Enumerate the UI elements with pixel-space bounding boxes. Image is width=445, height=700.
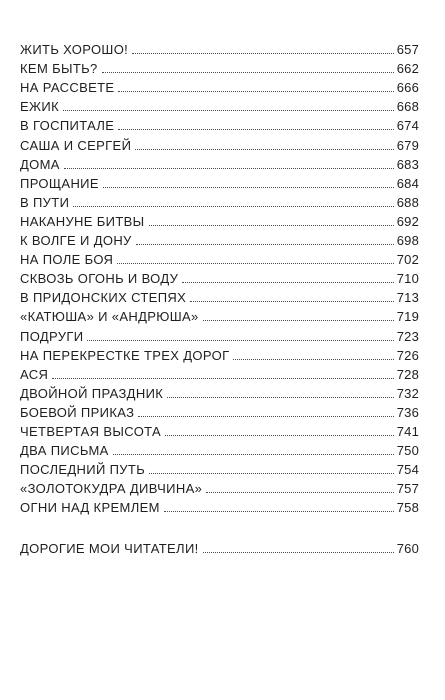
toc-entry xyxy=(20,323,419,342)
toc-entry-page: 683 xyxy=(396,156,419,172)
toc-entry-title: АСЯ xyxy=(20,366,49,382)
toc-entry xyxy=(20,266,419,285)
dot-leader xyxy=(149,473,394,474)
toc-entry-page: 732 xyxy=(396,385,419,401)
toc-entry-title: В ПУТИ xyxy=(20,194,70,210)
dot-leader xyxy=(87,340,393,341)
dot-leader xyxy=(113,454,394,455)
toc-entry xyxy=(20,381,419,400)
toc-entry-page: 698 xyxy=(396,233,419,249)
toc-entry-page: 754 xyxy=(396,462,419,478)
dot-leader xyxy=(103,187,394,188)
toc-entry-title: ЖИТЬ ХОРОШО! xyxy=(20,42,129,58)
dot-leader xyxy=(165,435,394,436)
toc-entry-title: К ВОЛГЕ И ДОНУ xyxy=(20,233,132,249)
dot-leader xyxy=(52,378,393,379)
toc-entry xyxy=(20,343,419,362)
toc-entry xyxy=(20,438,419,457)
toc-entry-page: 758 xyxy=(396,500,419,516)
toc-epilogue-entry xyxy=(20,536,419,555)
toc-entry xyxy=(20,362,419,381)
toc-entry-title: НА ПЕРЕКРЕСТКЕ ТРЕХ ДОРОГ xyxy=(20,347,230,363)
toc-entry-title: ДОРОГИЕ МОИ ЧИТАТЕЛИ! xyxy=(20,541,199,557)
toc-entry-page: 702 xyxy=(396,252,419,268)
toc-entry xyxy=(20,400,419,419)
toc-entry xyxy=(20,457,419,476)
toc-entry xyxy=(20,228,419,247)
toc-entry xyxy=(20,419,419,438)
toc-entry xyxy=(20,190,419,209)
dot-leader xyxy=(132,53,394,54)
toc-entry-page: 741 xyxy=(396,423,419,439)
dot-leader xyxy=(102,72,394,73)
dot-leader xyxy=(164,511,394,512)
toc-entry-page: 710 xyxy=(396,271,419,287)
toc-entry-page: 692 xyxy=(396,213,419,229)
toc-entry xyxy=(20,152,419,171)
toc-entry-page: 726 xyxy=(396,347,419,363)
toc-entry-page: 662 xyxy=(396,61,419,77)
toc-entry-page: 713 xyxy=(396,290,419,306)
toc-entry-title: ЧЕТВЕРТАЯ ВЫСОТА xyxy=(20,423,162,439)
toc-entry xyxy=(20,171,419,190)
toc-entry-title: НА РАССВЕТЕ xyxy=(20,80,115,96)
dot-leader xyxy=(63,110,394,111)
dot-leader xyxy=(118,91,393,92)
toc-entry xyxy=(20,209,419,228)
toc-entry-page: 684 xyxy=(396,175,419,191)
dot-leader xyxy=(167,397,394,398)
toc-entry-page: 757 xyxy=(396,481,419,497)
toc-entry-page: 679 xyxy=(396,137,419,153)
toc-entry-title: ЕЖИК xyxy=(20,99,59,115)
toc-entry-page: 674 xyxy=(396,118,419,134)
toc-entry-page: 688 xyxy=(396,194,419,210)
toc-entry-page: 657 xyxy=(396,42,419,58)
toc-entry xyxy=(20,476,419,495)
toc-entry-page: 668 xyxy=(396,99,419,115)
toc-entry xyxy=(20,113,419,132)
toc-entry-title: ДОМА xyxy=(20,156,60,172)
dot-leader xyxy=(138,416,393,417)
toc-entry-title: НАКАНУНЕ БИТВЫ xyxy=(20,213,145,229)
toc-entry xyxy=(20,56,419,75)
toc-entry-page: 736 xyxy=(396,404,419,420)
toc-entry xyxy=(20,75,419,94)
toc-entry-title: НА ПОЛЕ БОЯ xyxy=(20,252,114,268)
toc-entry-title: ПОСЛЕДНИЙ ПУТЬ xyxy=(20,462,146,478)
dot-leader xyxy=(136,244,394,245)
dot-leader xyxy=(206,492,394,493)
toc-entry-title: БОЕВОЙ ПРИКАЗ xyxy=(20,404,135,420)
toc-entry-title: ДВОЙНОЙ ПРАЗДНИК xyxy=(20,385,164,401)
toc-entry-title: САША И СЕРГЕЙ xyxy=(20,137,132,153)
dot-leader xyxy=(64,168,394,169)
toc-entry-title: ПОДРУГИ xyxy=(20,328,84,344)
dot-leader xyxy=(182,282,393,283)
toc-entry xyxy=(20,37,419,56)
dot-leader xyxy=(203,552,394,553)
dot-leader xyxy=(233,359,393,360)
toc-entry-title: В ПРИДОНСКИХ СТЕПЯХ xyxy=(20,290,187,306)
toc-entry-title: ПРОЩАНИЕ xyxy=(20,175,99,191)
toc-entry xyxy=(20,304,419,323)
toc-entry xyxy=(20,247,419,266)
dot-leader xyxy=(190,301,394,302)
dot-leader xyxy=(118,129,393,130)
toc-entry-page: 666 xyxy=(396,80,419,96)
toc-entry xyxy=(20,94,419,113)
dot-leader xyxy=(203,320,394,321)
dot-leader xyxy=(117,263,393,264)
toc-entry-title: КЕМ БЫТЬ? xyxy=(20,61,98,77)
toc-entry-page: 723 xyxy=(396,328,419,344)
toc-entry xyxy=(20,495,419,514)
toc-entry-title: В ГОСПИТАЛЕ xyxy=(20,118,115,134)
toc-entry-title: ДВА ПИСЬМА xyxy=(20,443,109,459)
dot-leader xyxy=(149,225,394,226)
toc-entry-page: 760 xyxy=(396,541,419,557)
toc-entry xyxy=(20,132,419,151)
toc-entry-title: ОГНИ НАД КРЕМЛЕМ xyxy=(20,500,160,516)
toc-entry-page: 719 xyxy=(396,309,419,325)
table-of-contents xyxy=(20,37,419,555)
dot-leader xyxy=(73,206,393,207)
toc-entry-title: СКВОЗЬ ОГОНЬ И ВОДУ xyxy=(20,271,179,287)
toc-entry xyxy=(20,285,419,304)
dot-leader xyxy=(135,149,393,150)
toc-entry-title: «КАТЮША» И «АНДРЮША» xyxy=(20,309,199,325)
toc-entry-page: 750 xyxy=(396,443,419,459)
toc-entry-title: «ЗОЛОТОКУДРА ДИВЧИНА» xyxy=(20,481,203,497)
toc-entry-page: 728 xyxy=(396,366,419,382)
